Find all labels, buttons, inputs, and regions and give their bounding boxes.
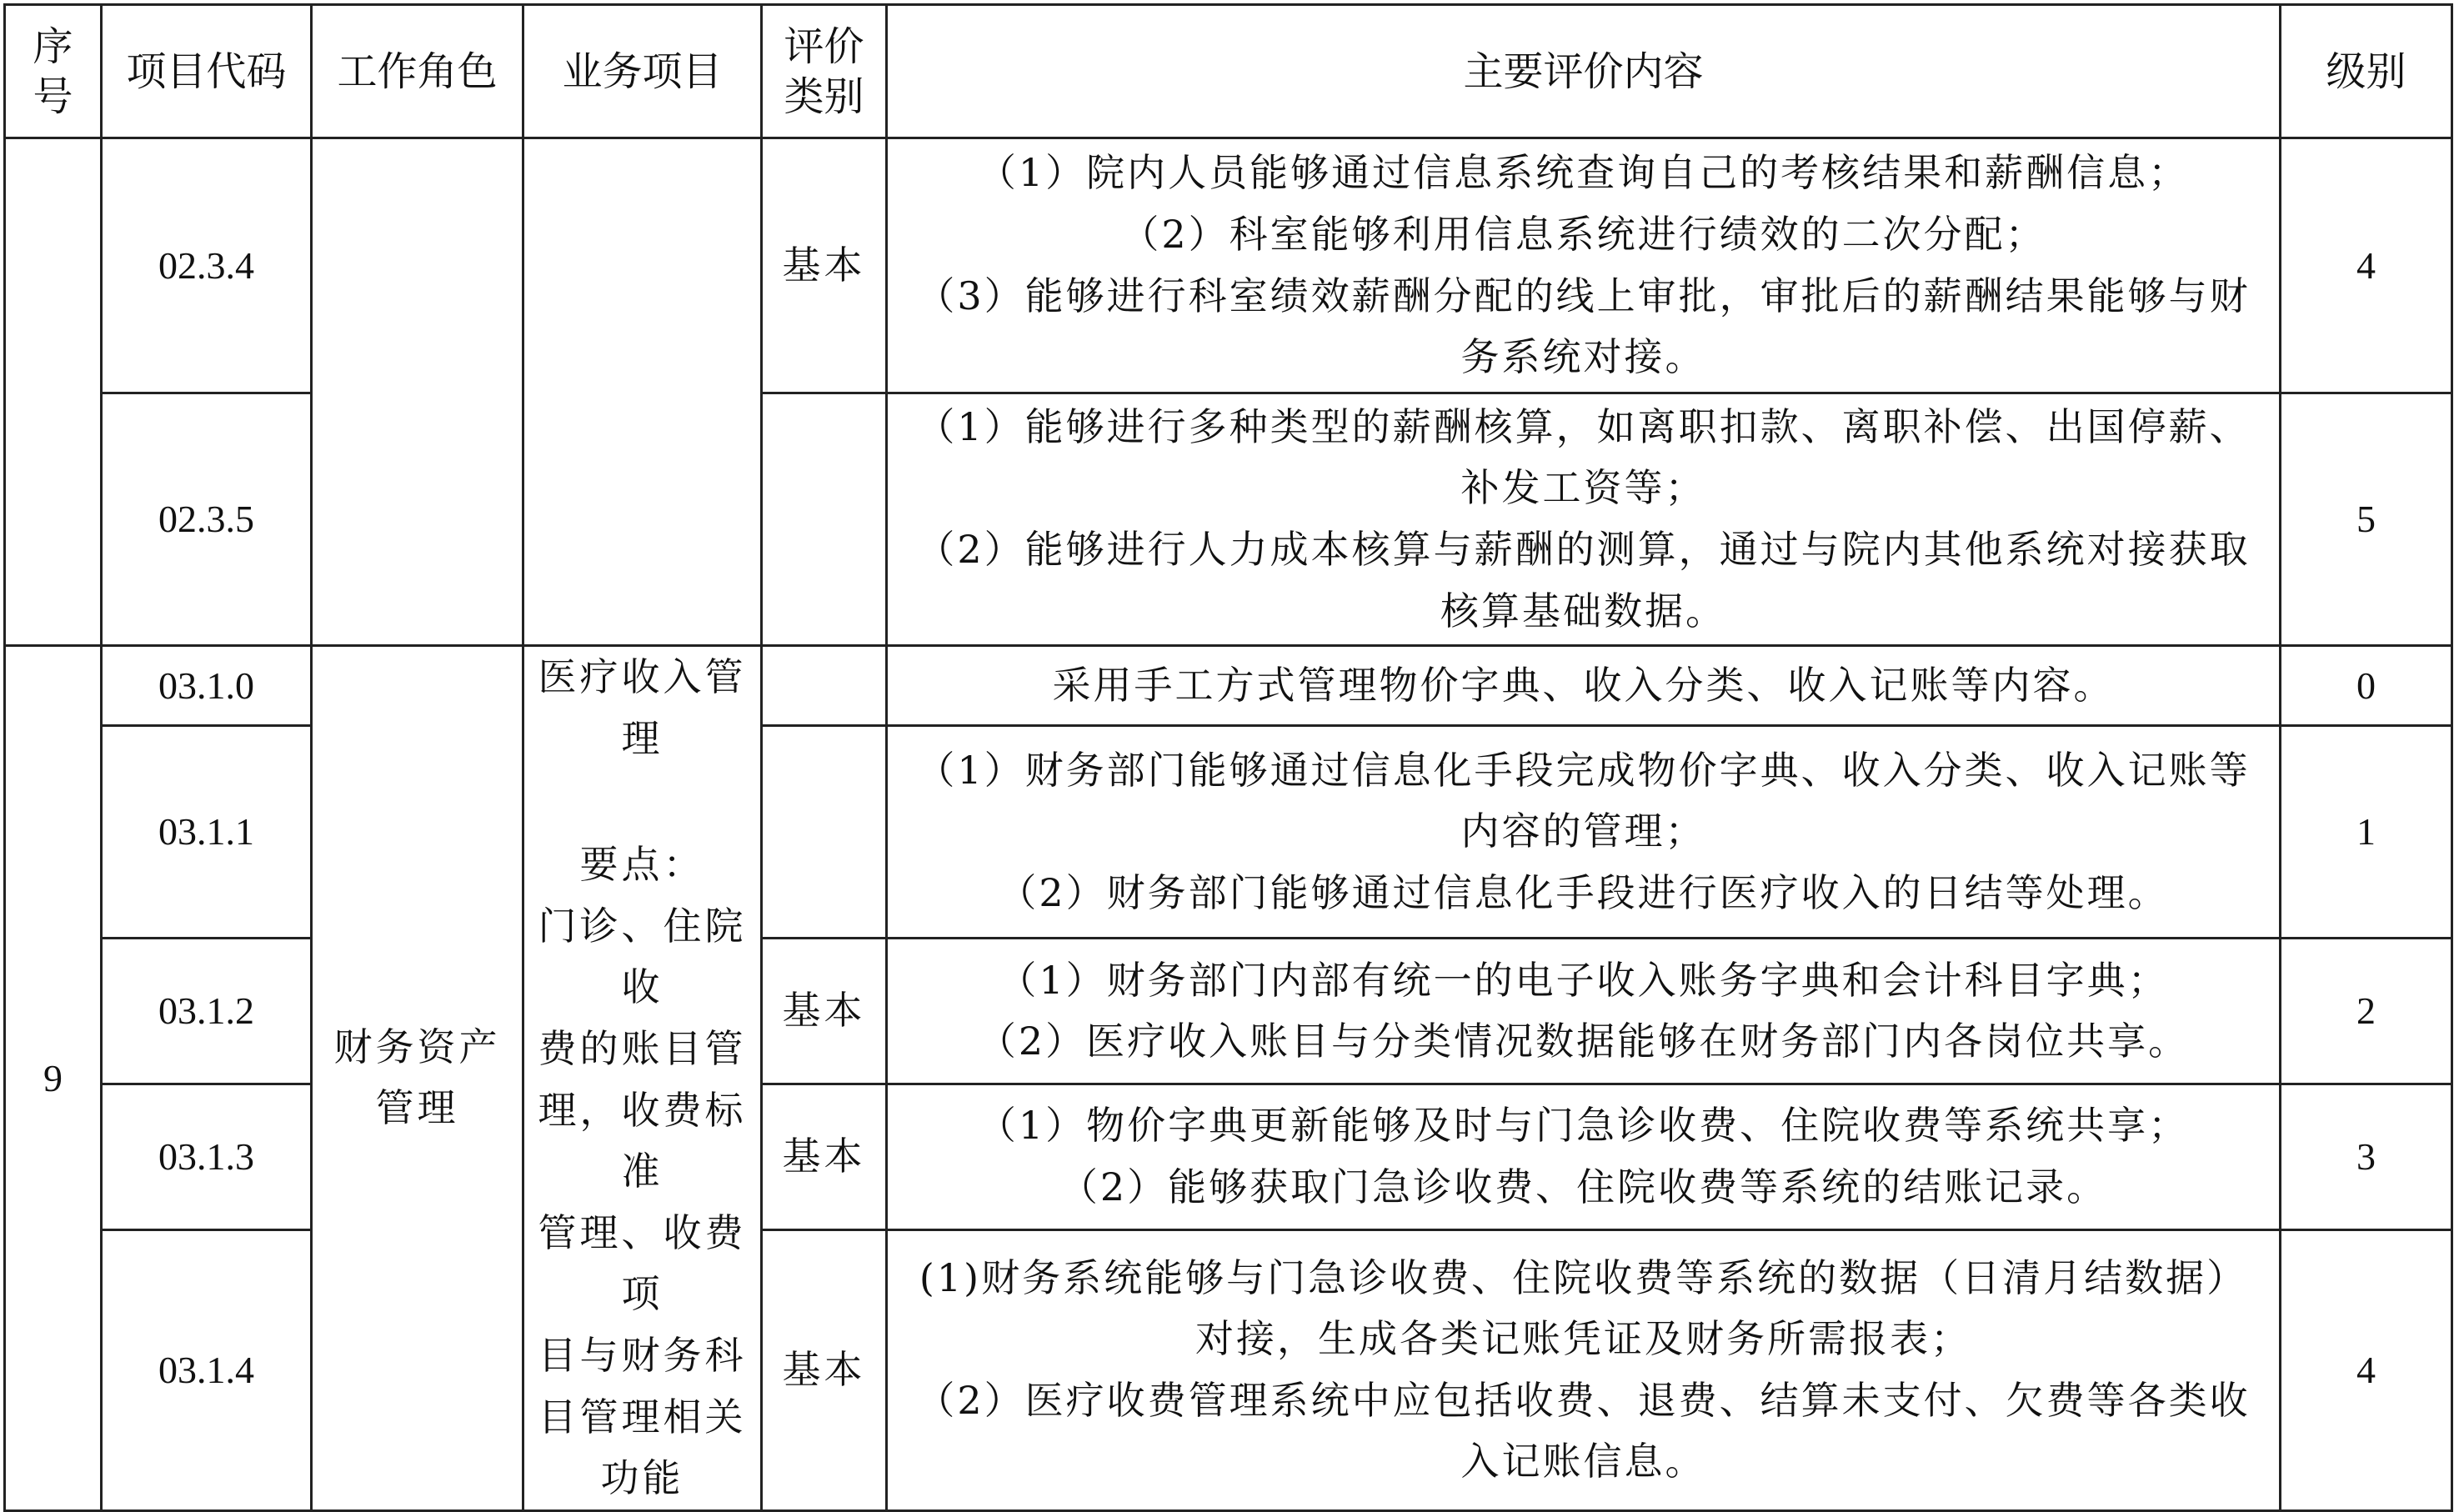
header-code: 项目代码: [102, 5, 312, 138]
business-cell-empty: [523, 138, 762, 646]
eval-content: （1）能够进行多种类型的薪酬核算，如离职扣款、离职补偿、出国停薪、 补发工资等； （2）能够进行人力成本核算与薪酬的测算，通过与院内其他系统对接获取 核算基础数据。: [887, 393, 2281, 646]
eval-content: （1）院内人员能够通过信息系统查询自己的考核结果和薪酬信息； （2）科室能够利用信息系统进行绩效的二次分配； （3）能够进行科室绩效薪酬分配的线上审批，审批后的薪酬结果能够与财 务系统对接。: [887, 138, 2281, 393]
level-value: 1: [2281, 725, 2452, 939]
header-row: [5, 5, 2452, 138]
eval-type: 基本: [762, 138, 887, 393]
table-row: [5, 646, 2452, 726]
item-code: 02.3.5: [102, 393, 312, 646]
evaluation-table: [3, 3, 2453, 1512]
header-seq: 序 号: [5, 5, 102, 138]
eval-content: (1)财务系统能够与门急诊收费、住院收费等系统的数据（日清月结数据） 对接，生成各类记账凭证及财务所需报表； （2）医疗收费管理系统中应包括收费、退费、结算未支付、欠费等各类收 入记账信息。: [887, 1229, 2281, 1510]
seq-cell-empty: [5, 138, 102, 646]
table-row: [5, 138, 2452, 393]
eval-type: [762, 646, 887, 726]
level-value: 4: [2281, 1229, 2452, 1510]
header-content: 主要评价内容: [887, 5, 2281, 138]
level-value: 0: [2281, 646, 2452, 726]
level-value: 3: [2281, 1084, 2452, 1230]
item-code: 03.1.3: [102, 1084, 312, 1230]
header-role: 工作角色: [312, 5, 523, 138]
header-type: 评价 类别: [762, 5, 887, 138]
eval-type: 基本: [762, 939, 887, 1084]
role-cell-empty: [312, 138, 523, 646]
header-level: 级别: [2281, 5, 2452, 138]
work-role: 财务资产 管理: [312, 646, 523, 1511]
eval-type: 基本: [762, 1229, 887, 1510]
eval-type: [762, 393, 887, 646]
eval-content: （1）物价字典更新能够及时与门急诊收费、住院收费等系统共享； （2）能够获取门急诊收费、住院收费等系统的结账记录。: [887, 1084, 2281, 1230]
eval-content: （1）财务部门能够通过信息化手段完成物价字典、收入分类、收入记账等 内容的管理； （2）财务部门能够通过信息化手段进行医疗收入的日结等处理。: [887, 725, 2281, 939]
seq-number: 9: [5, 646, 102, 1511]
item-code: 03.1.4: [102, 1229, 312, 1510]
header-business: 业务项目: [523, 5, 762, 138]
item-code: 03.1.0: [102, 646, 312, 726]
item-code: 02.3.4: [102, 138, 312, 393]
item-code: 03.1.2: [102, 939, 312, 1084]
level-value: 2: [2281, 939, 2452, 1084]
eval-type: [762, 725, 887, 939]
eval-content: 采用手工方式管理物价字典、收入分类、收入记账等内容。: [887, 646, 2281, 726]
eval-type: 基本: [762, 1084, 887, 1230]
business-item: 医疗收入管 理 要点： 门诊、住院收 费的账目管 理，收费标准 管理、收费项 目与财务科 目管理相关 功能: [523, 646, 762, 1511]
eval-content: （1）财务部门内部有统一的电子收入账务字典和会计科目字典； （2）医疗收入账目与分类情况数据能够在财务部门内各岗位共享。: [887, 939, 2281, 1084]
level-value: 5: [2281, 393, 2452, 646]
level-value: 4: [2281, 138, 2452, 393]
item-code: 03.1.1: [102, 725, 312, 939]
